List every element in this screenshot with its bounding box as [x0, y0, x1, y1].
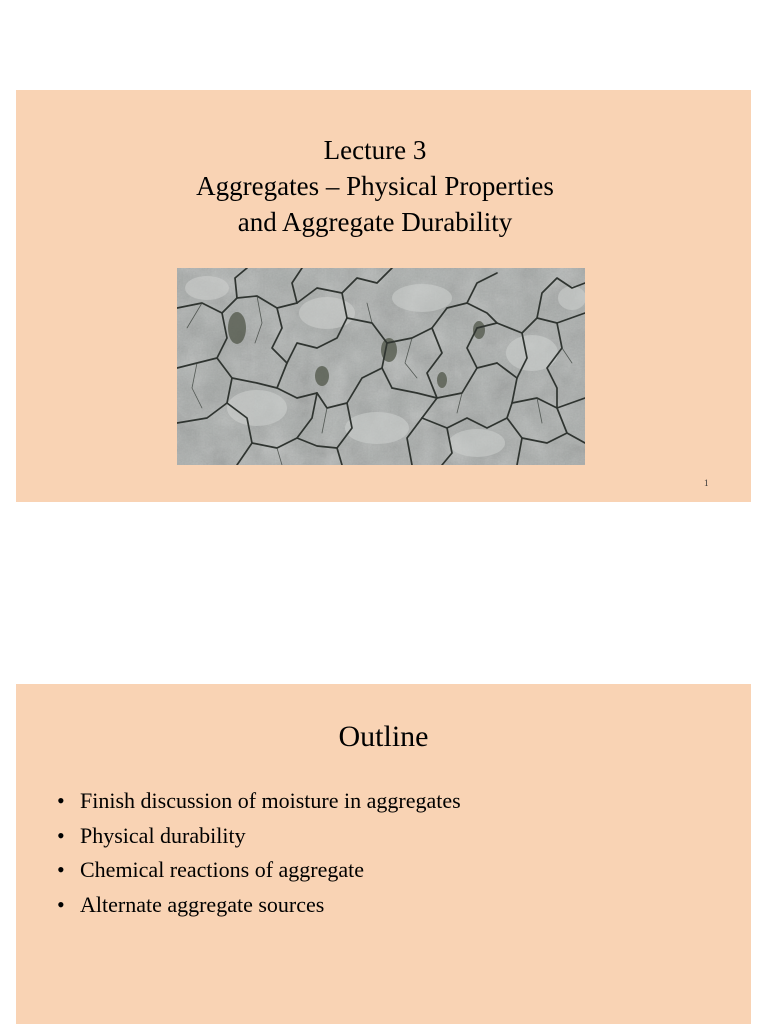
slide-1 — [16, 90, 751, 502]
title-line: and Aggregate Durability — [237, 207, 513, 237]
slide-2 — [16, 684, 751, 1024]
list-item: • Alternate aggregate sources — [16, 888, 751, 923]
slide-title: Outline — [338, 720, 429, 753]
cracked-concrete-image — [177, 268, 585, 465]
list-item: • Physical durability — [16, 819, 751, 854]
title-line: Aggregates – Physical Properties — [196, 171, 554, 201]
page-number: 1 — [704, 478, 709, 488]
list-item: • Chemical reactions of aggregate — [16, 853, 751, 888]
list-item: • Finish discussion of moisture in aggregates — [16, 784, 751, 819]
bullet-list — [16, 784, 751, 922]
title-line: Lecture 3 — [323, 135, 427, 165]
slide-title — [16, 132, 734, 240]
